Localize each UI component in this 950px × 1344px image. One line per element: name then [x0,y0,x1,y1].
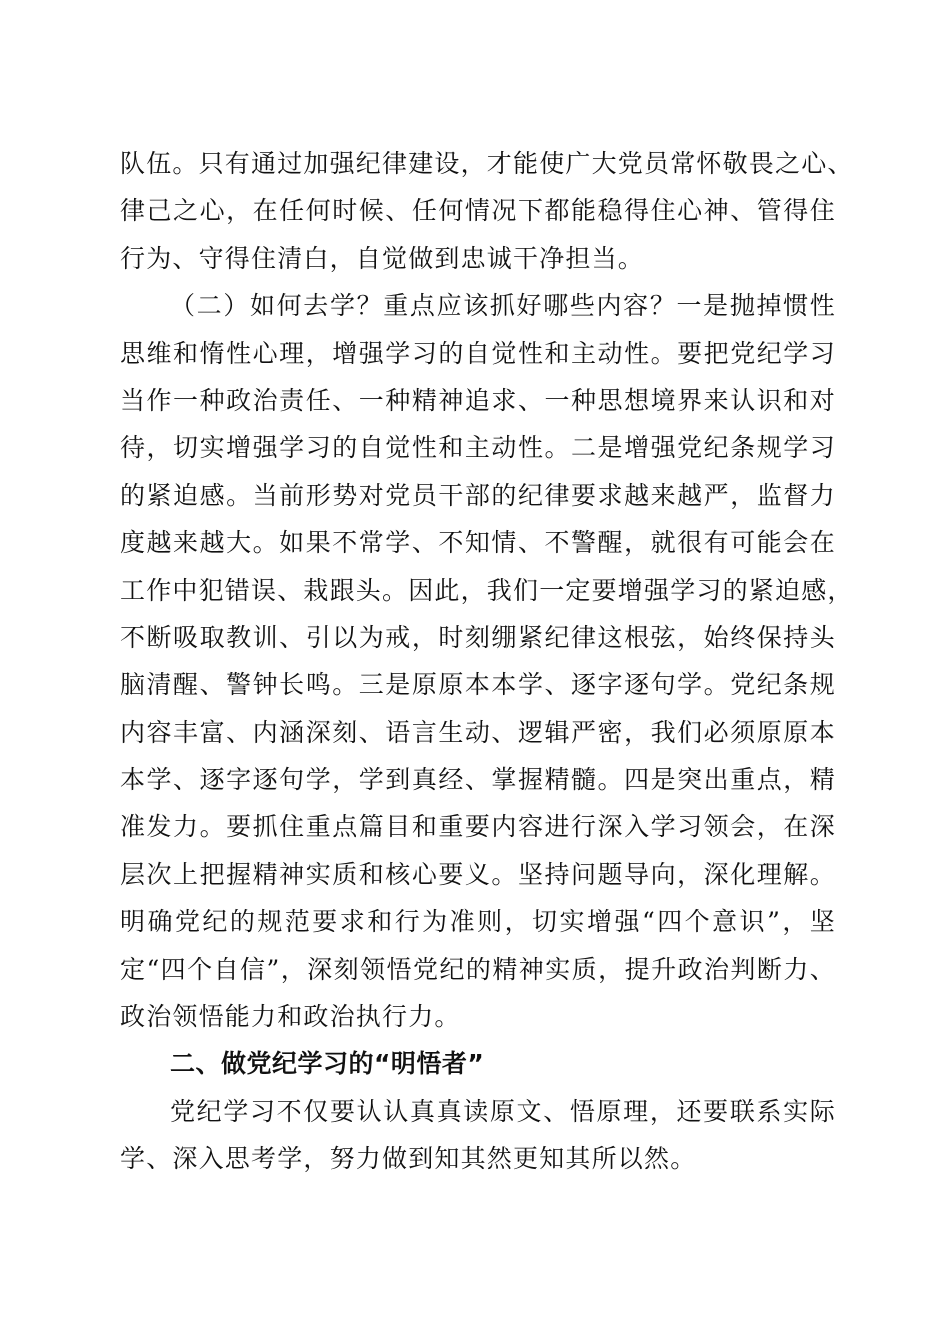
text-line: 思维和惰性心理，增强学习的自觉性和主动性。要把党纪学习 [120,338,836,368]
text-line: 学、深入思考学，努力做到知其然更知其所以然。 [120,1144,697,1174]
section-heading: 二、做党纪学习的“明悟者” [170,1049,485,1079]
text-line: 行为、守得住清白，自觉做到忠诚干净担当。 [120,243,645,273]
text-line: 当作一种政治责任、一种精神追求、一种思想境界来认识和对 [120,385,836,415]
text-line: 队伍。只有通过加强纪律建设，才能使广大党员常怀敬畏之心、 [120,149,854,178]
text-line: 待，切实增强学习的自觉性和主动性。二是增强党纪条规学习 [120,433,836,463]
text-line: 政治领悟能力和政治执行力。 [120,1002,461,1032]
text-line: 层次上把握精神实质和核心要义。坚持问题导向，深化理解。 [120,859,836,889]
paragraph-2 [120,282,854,1040]
text-line: 党纪学习不仅要认认真真读原文、悟原理，还要联系实际 [170,1096,836,1126]
text-line: 不断吸取教训、引以为戒，时刻绷紧纪律这根弦，始终保持头 [120,622,836,652]
text-line: （二）如何去学？重点应该抓好哪些内容？一是抛掉惯性 [170,291,836,321]
paragraph-3 [120,1088,836,1183]
text-line: 本学、逐字逐句学，学到真经、掌握精髓。四是突出重点，精 [120,765,836,795]
text-line: 准发力。要抓住重点篇目和重要内容进行深入学习领会，在深 [120,812,836,842]
text-line: 度越来越大。如果不常学、不知情、不警醒，就很有可能会在 [120,528,836,558]
text-line: 内容丰富、内涵深刻、语言生动、逻辑严密，我们必须原原本 [120,717,836,747]
text-line: 律己之心，在任何时候、任何情况下都能稳得住心神、管得住 [120,196,836,226]
text-line: 定“四个自信”，深刻领悟党纪的精神实质，提升政治判断力、 [120,954,836,984]
document-page [120,140,854,1183]
text-line: 工作中犯错误、栽跟头。因此，我们一定要增强学习的紧迫感， [120,575,854,605]
text-line: 明确党纪的规范要求和行为准则，切实增强“四个意识”，坚 [120,907,836,937]
text-line: 脑清醒、警钟长鸣。三是原原本本学、逐字逐句学。党纪条规 [120,670,836,700]
text-line: 的紧迫感。当前形势对党员干部的纪律要求越来越严，监督力 [120,480,836,510]
paragraph-1 [120,140,854,282]
